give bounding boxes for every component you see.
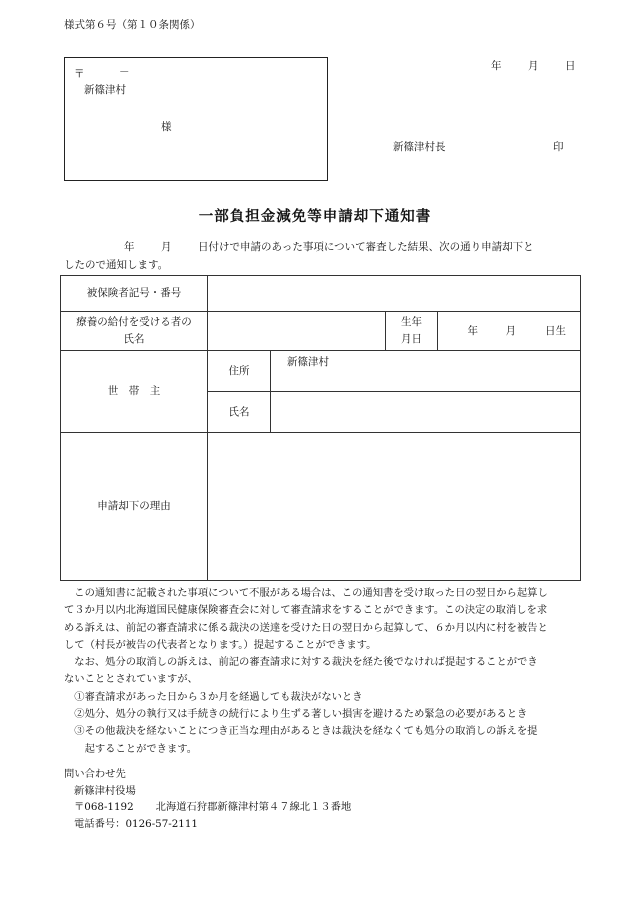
- issuer-name: 新篠津村長: [393, 141, 446, 153]
- recipient-name-label: [61, 312, 208, 351]
- insured-number-value: [208, 276, 581, 312]
- birthdate-label-line-2: 月日: [401, 333, 422, 345]
- recipient-name-label-line-2: 氏名: [123, 333, 145, 345]
- recipient-name-label-line-1: 療養の給付を受ける者の: [76, 316, 192, 328]
- date-day-label: 日: [565, 60, 576, 72]
- note-line: ②処分、処分の執行又は手続きの続行により生ずる著しい損害を避けるため緊急の必要があるとき: [64, 708, 528, 721]
- contact-address: 北海道石狩郡新篠津村第４７線北１３番地: [155, 801, 352, 813]
- rejection-reason-value: [208, 433, 581, 581]
- intro-year: 年: [124, 241, 135, 253]
- postal-dash: －: [119, 66, 130, 78]
- intro-text-line-2: したので通知します。: [64, 259, 169, 271]
- note-line: この通知書に記載された事項について不服がある場合は、この通知書を受け取った日の翌日から起算し: [64, 587, 548, 599]
- contact-office: 新篠津村役場: [74, 784, 136, 797]
- contact-block: [64, 766, 351, 832]
- recipient-name-value: [208, 312, 386, 351]
- birth-year-label: 年: [467, 324, 478, 337]
- recipient-village: 新篠津村: [84, 84, 126, 96]
- householder-label: 世 帯 主: [61, 351, 208, 433]
- intro-text-line-1: 日付けで申請のあった事項について審査した結果、次の通り申請却下と: [198, 241, 534, 253]
- contact-heading: 問い合わせ先: [64, 768, 126, 780]
- document-title: 一部負担金減免等申請却下通知書: [198, 208, 432, 225]
- note-line: して（村長が被告の代表者となります。）提起することができます。: [64, 638, 377, 651]
- birthdate-label: [386, 312, 438, 351]
- form-reference: 様式第６号（第１０条関係）: [64, 19, 201, 31]
- householder-address-value: 新篠津村: [271, 351, 581, 392]
- date-month-label: 月: [528, 60, 539, 72]
- note-line: 起することができます。: [64, 742, 198, 755]
- householder-address-label: 住所: [208, 351, 271, 392]
- contact-postal: 〒068-1192: [74, 801, 134, 813]
- issuer-seal: 印: [553, 141, 564, 153]
- rejection-reason-label: 申請却下の理由: [61, 433, 208, 581]
- recipient-address-box: [64, 57, 328, 181]
- birthdate-label-line-1: 生年: [401, 316, 422, 328]
- birth-month-label: 月: [505, 324, 516, 337]
- recipient-honorific: 様: [161, 121, 172, 133]
- contact-phone: 電話番号：0126-57-2111: [74, 817, 198, 830]
- note-line: ないこととされていますが、: [64, 673, 198, 686]
- appeal-notes: [64, 585, 584, 758]
- birthdate-value: [438, 312, 581, 351]
- note-line: ③その他裁決を経ないことにつき正当な理由があるときは裁決を経なくても処分の取消しの訴えを提: [64, 725, 538, 738]
- householder-name-value: [271, 392, 581, 433]
- contact-postal-address: [64, 799, 351, 816]
- date-year-label: 年: [491, 60, 502, 72]
- householder-name-label: 氏名: [208, 392, 271, 433]
- notice-table: [60, 275, 581, 581]
- note-line: ①審査請求があった日から３か月を経過しても裁決がないとき: [64, 690, 363, 703]
- intro-month: 月: [161, 241, 172, 253]
- note-line: なお、処分の取消しの訴えは、前記の審査請求に対する裁決を経た後でなければ提起することができ: [64, 656, 538, 669]
- note-line: て３か月以内北海道国民健康保険審査会に対して審査請求をすることができます。この決定の取消しを求: [64, 604, 548, 617]
- postal-mark: 〒: [74, 68, 85, 80]
- note-line: める訴えは、前記の審査請求に係る裁決の送達を受けた日の翌日から起算して、６か月以内に村を被告と: [64, 621, 548, 634]
- birth-day-label: 日生: [545, 324, 566, 337]
- insured-number-label: 被保険者記号・番号: [61, 276, 208, 312]
